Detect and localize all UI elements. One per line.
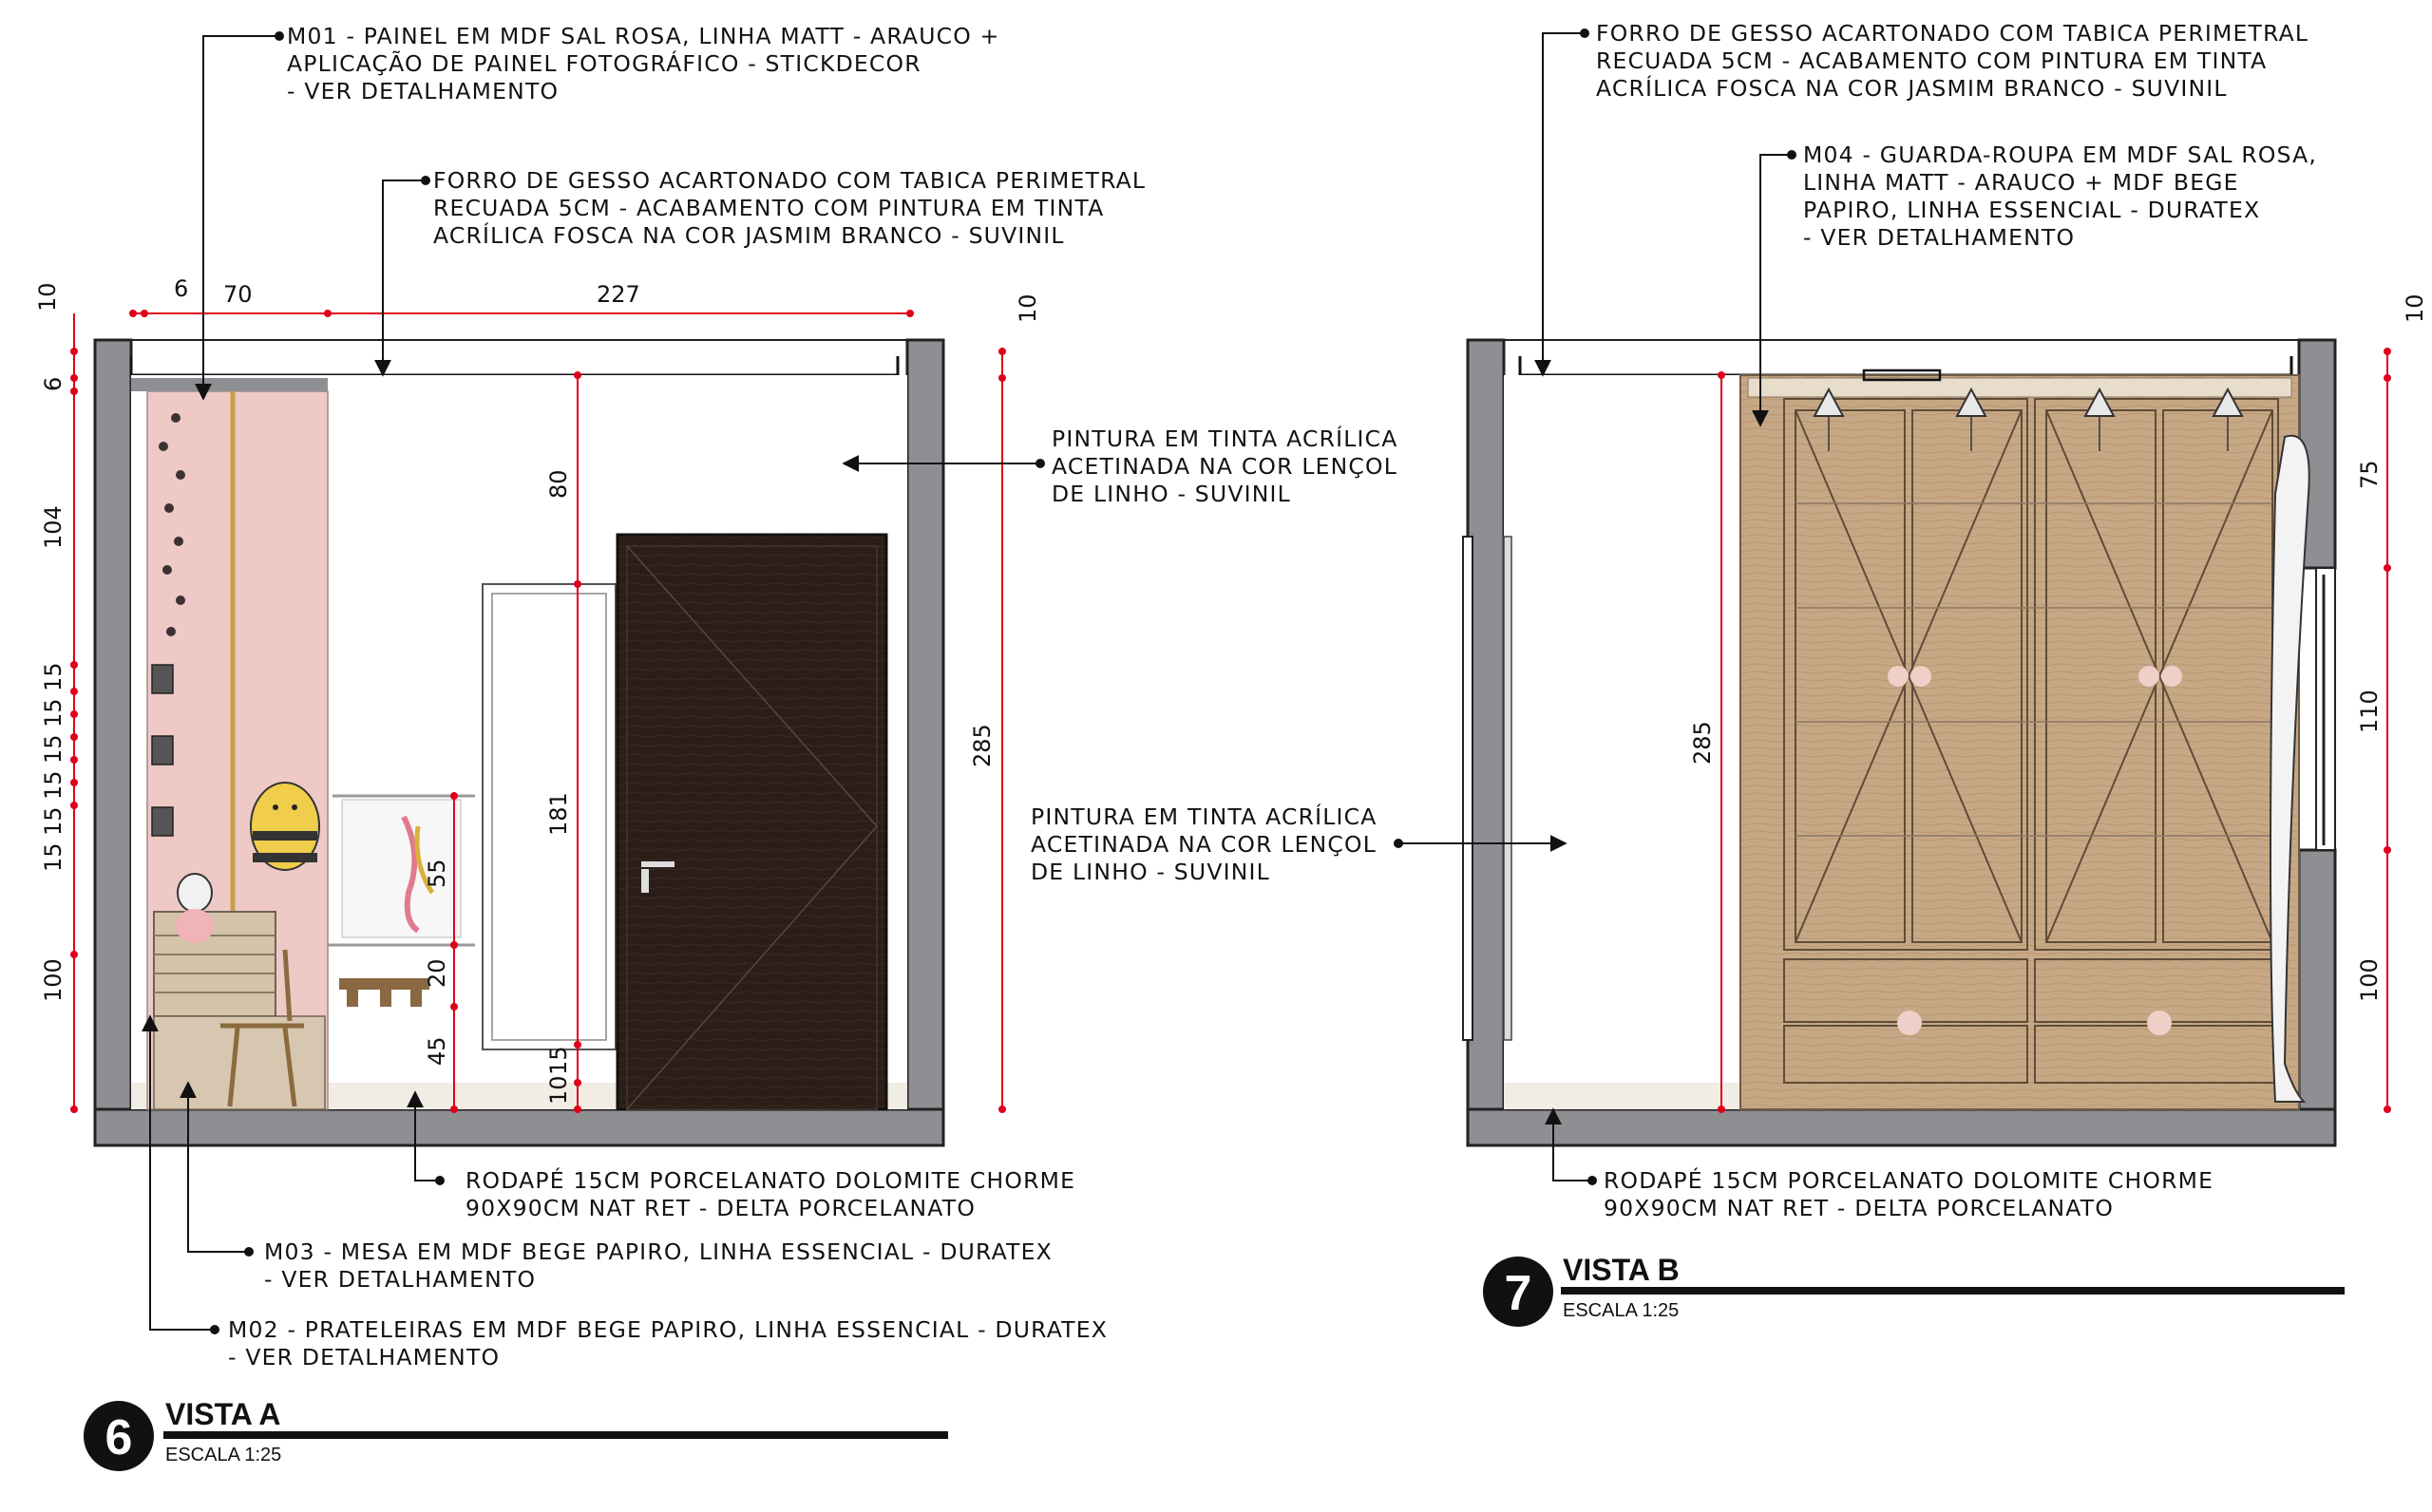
dim-left-15c: 15 (40, 734, 66, 764)
note-m03: M03 - MESA EM MDF BEGE PAPIRO, LINHA ESSENCIAL - DURATEX - VER DETALHAMENTO (264, 1238, 1053, 1293)
view-b-scale: ESCALA 1:25 (1563, 1300, 1680, 1321)
dim-b-right-110: 110 (2356, 690, 2383, 733)
view-b (1031, 20, 2428, 1327)
door-lock (641, 869, 649, 893)
view-b-gypsum-ceiling (1520, 356, 2291, 375)
view-b-title: VISTA B (1563, 1253, 1680, 1287)
dim-left-15e: 15 (40, 806, 66, 836)
dim-top-10: 10 (34, 282, 61, 312)
dim-left-15b: 15 (40, 698, 66, 728)
view-a-title: VISTA A (165, 1397, 281, 1431)
view-b-floor-slab (1468, 1109, 2335, 1145)
dim-right-285: 285 (969, 724, 996, 767)
view-a (34, 23, 1406, 1471)
view-a-badge-number: 6 (104, 1410, 133, 1465)
view-a-floor-slab (95, 1109, 943, 1145)
note-forro-b: FORRO DE GESSO ACARTONADO COM TABICA PERIMETRAL RECUADA 5CM - ACABAMENTO COM PINTURA EM TINTA ACRÍLICA FOSCA NA COR JASMIM BRANCO - SUVINIL (1596, 20, 2309, 102)
dim-left-15f: 15 (40, 842, 66, 872)
dim-left-6: 6 (40, 376, 66, 391)
panel-header (131, 378, 328, 391)
note-rodape-b: RODAPÉ 15CM PORCELANATO DOLOMITE CHORME 90X90CM NAT RET - DELTA PORCELANATO (1604, 1167, 2214, 1221)
view-b-door-jamb (1504, 537, 1511, 1040)
dim-b-right-10: 10 (2402, 293, 2428, 323)
dim-mid-15: 15 (545, 1046, 572, 1075)
view-a-title-rule (163, 1431, 948, 1439)
dim-mid-45: 45 (424, 1036, 450, 1066)
dim-mid-181: 181 (545, 792, 572, 836)
desk-m03 (154, 912, 276, 1016)
bee-backpack (251, 783, 319, 870)
dim-b-left-285: 285 (1689, 721, 1716, 765)
dim-top-6: 6 (174, 275, 189, 302)
note-pintura-b: PINTURA EM TINTA ACRÍLICA ACETINADA NA COR LENÇOL DE LINHO - SUVINIL (1031, 803, 1378, 885)
note-rodape-a: RODAPÉ 15CM PORCELANATO DOLOMITE CHORME 90X90CM NAT RET - DELTA PORCELANATO (466, 1167, 1076, 1221)
dim-top-right-10: 10 (1015, 293, 1041, 323)
door-handle (641, 861, 674, 867)
dim-b-right-100: 100 (2356, 958, 2383, 1002)
shelves-m02 (152, 665, 173, 836)
dim-left-15a: 15 (40, 662, 66, 691)
dim-mid-55: 55 (424, 859, 450, 888)
wardrobe-m04 (1740, 375, 2299, 1109)
view-a-gypsum-ceiling (131, 356, 898, 375)
note-forro-a: FORRO DE GESSO ACARTONADO COM TABICA PERIMETRAL RECUADA 5CM - ACABAMENTO COM PINTURA EM TINTA ACRÍLICA FOSCA NA COR JASMIM BRANCO - SUVINIL (433, 167, 1147, 249)
note-m01: M01 - PAINEL EM MDF SAL ROSA, LINHA MATT - ARAUCO + APLICAÇÃO DE PAINEL FOTOGRÁFICO - STICKDECOR - VER DETALHAMENTO (287, 23, 1000, 104)
view-b-badge-number: 7 (1504, 1266, 1532, 1321)
view-a-scale: ESCALA 1:25 (165, 1445, 282, 1465)
view-a-right-wall (907, 340, 943, 1145)
dim-top-70: 70 (223, 281, 253, 308)
dim-mid-20: 20 (424, 958, 450, 988)
view-a-left-wall (95, 340, 131, 1145)
view-b-title-rule (1561, 1287, 2345, 1295)
dim-b-right-75: 75 (2356, 460, 2383, 489)
dim-left-100: 100 (40, 958, 66, 1002)
dim-left-104: 104 (40, 505, 66, 549)
view-b-door-frame (1463, 537, 1472, 1040)
note-m04: M04 - GUARDA-ROUPA EM MDF SAL ROSA, LINHA MATT - ARAUCO + MDF BEGE PAPIRO, LINHA ESSENCIAL - DURATEX - VER DETALHAMENTO (1803, 142, 2318, 251)
note-m02: M02 - PRATELEIRAS EM MDF BEGE PAPIRO, LINHA ESSENCIAL - DURATEX - VER DETALHAMENTO (228, 1316, 1109, 1370)
dim-mid-10: 10 (545, 1075, 572, 1105)
view-b-window (2316, 568, 2335, 850)
dim-top-227: 227 (597, 281, 640, 308)
door (618, 535, 886, 1109)
note-pintura-a: PINTURA EM TINTA ACRÍLICA ACETINADA NA COR LENÇOL DE LINHO - SUVINIL (1052, 425, 1398, 507)
dim-mid-80: 80 (545, 469, 572, 499)
dim-left-15d: 15 (40, 770, 66, 800)
